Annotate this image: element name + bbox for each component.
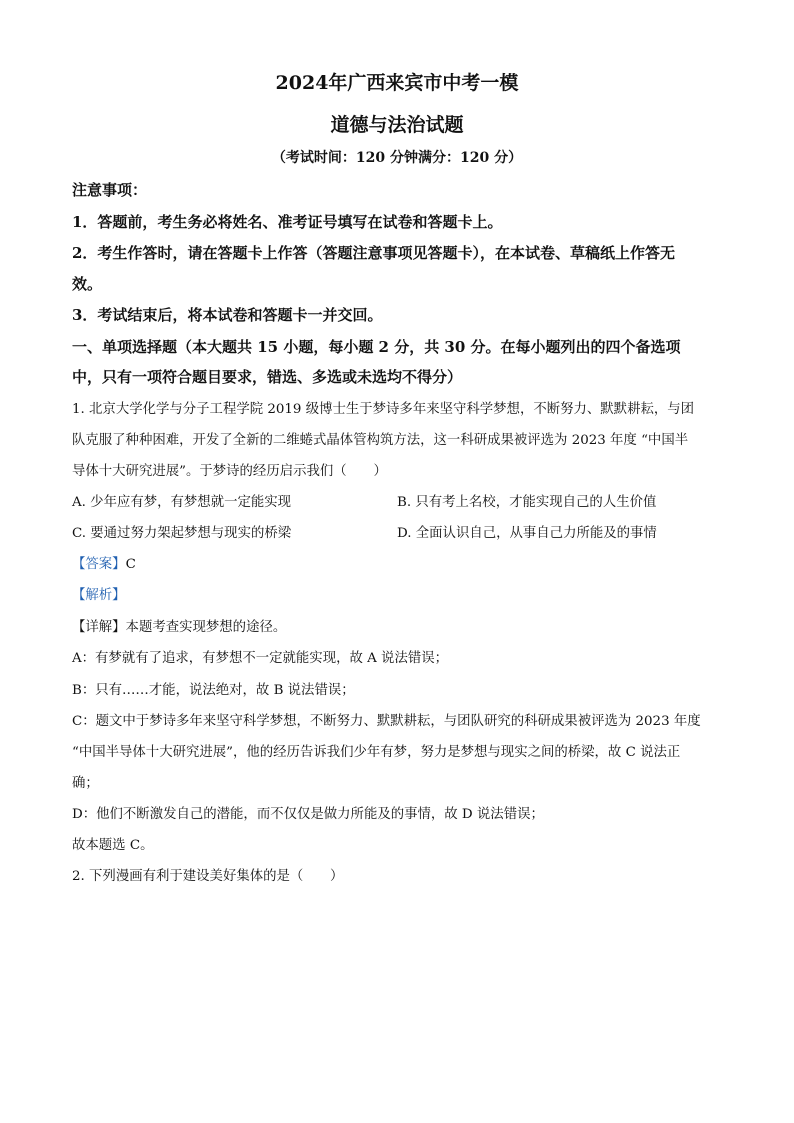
- question-2-stem: 2. 下列漫画有利于建设美好集体的是（ ）: [72, 869, 344, 884]
- notice-item-3: 3．考试结束后，将本试卷和答题卡一并交回。: [72, 306, 383, 324]
- answer-tag: 【答案】: [72, 557, 126, 572]
- option-b: B. 只有考上名校，才能实现自己的人生价值: [397, 495, 657, 510]
- option-a: A. 少年应有梦，有梦想就一定能实现: [72, 495, 292, 510]
- option-c: C. 要通过努力架起梦想与现实的桥梁: [72, 526, 292, 541]
- answer-line: [72, 558, 136, 571]
- explain-a: A：有梦就有了追求，有梦想不一定就能实现，故 A 说法错误；: [72, 651, 449, 666]
- exam-title: 2024年广西来宾市中考一模: [275, 72, 519, 94]
- question-1-stem-line-3: 导体十大研究进展”。于梦诗的经历启示我们（ ）: [72, 464, 387, 479]
- explain-c-line-2: “中国半导体十大研究进展”，他的经历告诉我们少年有梦，努力是梦想与现实之间的桥梁，故 C 说法正: [72, 745, 681, 760]
- explain-c-line-3: 确；: [72, 776, 99, 791]
- exam-time-info: （考试时间：120 分钟满分：120 分）: [271, 150, 523, 166]
- notice-item-2-cont: 效。: [72, 275, 103, 293]
- explain-c: C：题文中于梦诗多年来坚守科学梦想，不断努力、默默耕耘，与团队研究的科研成果被评选为 2023 年度: [72, 714, 701, 729]
- conclusion: 故本题选 C。: [72, 838, 154, 853]
- notice-heading: 注意事项：: [72, 181, 148, 199]
- detail-line: 【详解】本题考查实现梦想的途径。: [72, 620, 287, 635]
- option-d: D. 全面认识自己，从事自己力所能及的事情: [397, 526, 657, 541]
- analysis-tag: 【解析】: [72, 588, 126, 603]
- notice-item-2: 2．考生作答时，请在答题卡上作答（答题注意事项见答题卡），在本试卷、草稿纸上作答无: [72, 244, 675, 262]
- question-1-stem: 1. 北京大学化学与分子工程学院 2019 级博士生于梦诗多年来坚守科学梦想，不断努力、默默耕耘，与团: [72, 402, 695, 417]
- question-1-stem-line-2: 队克服了种种困难，开发了全新的二维蜷式晶体管构筑方法，这一科研成果被评选为 2023 年度 “中国半: [72, 433, 689, 448]
- exam-subject: 道德与法治试题: [330, 114, 464, 136]
- explain-d: D：他们不断激发自己的潜能，而不仅仅是做力所能及的事情，故 D 说法错误；: [72, 807, 544, 822]
- notice-item-1: 1．答题前，考生务必将姓名、准考证号填写在试卷和答题卡上。: [72, 213, 503, 231]
- section-heading: 一、单项选择题（本大题共 15 小题，每小题 2 分，共 30 分。在每小题列出的四个备选项: [72, 338, 681, 356]
- section-heading-cont: 中，只有一项符合题目要求，错选、多选或未选均不得分）: [72, 368, 463, 386]
- explain-b: B：只有……才能，说法绝对，故 B 说法错误；: [72, 683, 355, 698]
- answer-value: C: [125, 557, 136, 572]
